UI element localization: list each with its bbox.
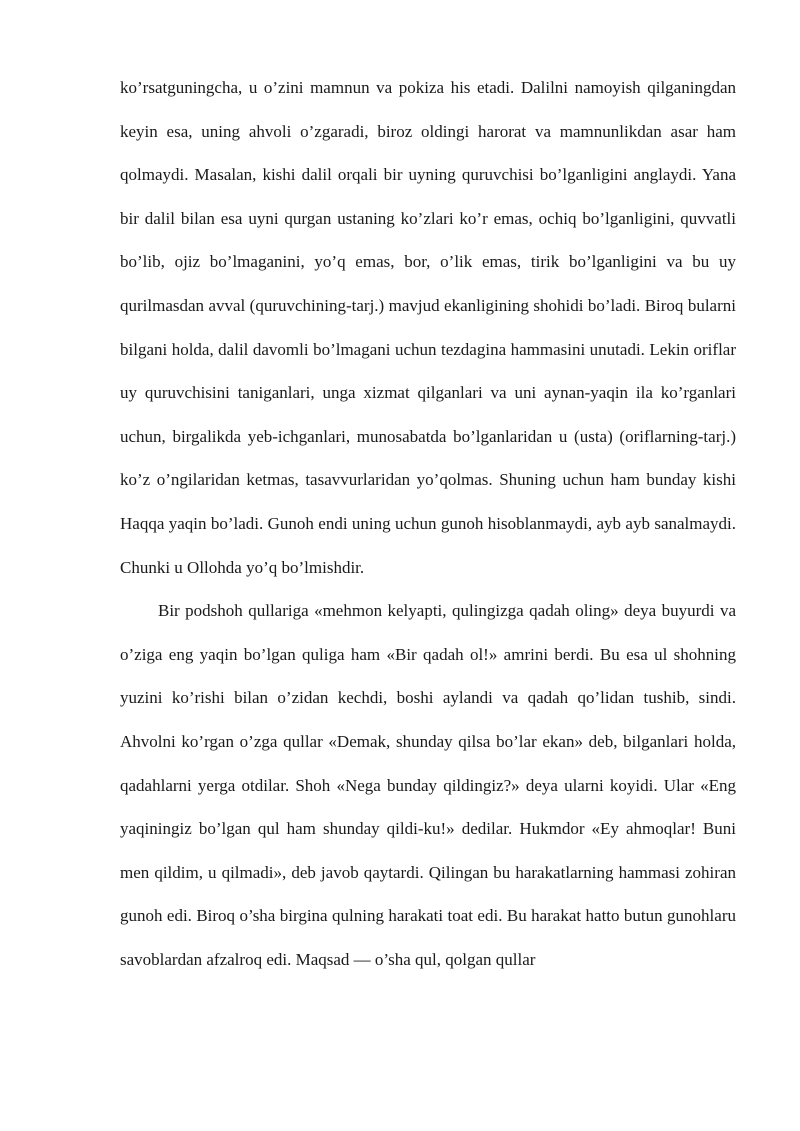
paragraph-1: ko’rsatguningcha, u o’zini mamnun va pokiza his etadi. Dalilni namoyish qilganingdan keyin esa, uning ahvoli o’zgaradi, biroz oldingi harorat va mamnunlikdan asar ham qolmaydi. Masalan, kishi dalil orqali bir uyning quruvchisi bo’lganligini anglaydi. Yana bir dalil bilan esa uyni qurgan ustaning ko’zlari ko’r emas, ochiq bo’lganligini, quvvatli bo’lib, ojiz bo’lmaganini, yo’q emas, bor, o’lik emas, tirik bo’lganligini va bu uy qurilmasdan avval (quruvchining-tarj.) mavjud ekanligining shohidi bo’ladi. Biroq bularni bilgani holda, dalil davomli bo’lmagani uchun tezdagina hammasini unutadi. Lekin oriflar uy quruvchisini taniganlari, unga xizmat qilganlari va uni aynan-yaqin ila ko’rganlari uchun, birgalikda yeb-ichganlari, munosabatda bo’lganlaridan u (usta) (oriflarning-tarj.) ko’z o’ngilaridan ketmas, tasavvurlaridan yo’qolmas. Shuning uchun ham bunday kishi Haqqa yaqin bo’ladi. Gunoh endi uning uchun gunoh hisoblanmaydi, ayb ayb sanalmaydi. Chunki u Ollohda yo’q bo’lmishdir. xyxy=(120,78,736,577)
document-page xyxy=(120,66,736,981)
paragraph-2: Bir podshoh qullariga «mehmon kelyapti, qulingizga qadah oling» deya buyurdi va o’ziga eng yaqin bo’lgan quliga ham «Bir qadah ol!» amrini berdi. Bu esa ul shohning yuzini ko’rishi bilan o’zidan kechdi, boshi aylandi va qadah qo’lidan tushib, sindi. Ahvolni ko’rgan o’zga qullar «Demak, shunday qilsa bo’lar ekan» deb, bilganlari holda, qadahlarni yerga otdilar. Shoh «Nega bunday qildingiz?» deya ularni koyidi. Ular «Eng yaqiningiz bo’lgan qul ham shunday qildi-ku!» dedilar. Hukmdor «Ey ahmoqlar! Buni men qildim, u qilmadi», deb javob qaytardi. Qilingan bu harakatlarning hammasi zohiran gunoh edi. Biroq o’sha birgina qulning harakati toat edi. Bu harakat hatto butun gunohlaru savoblardan afzalroq edi. Maqsad — o’sha qul, qolgan qullar xyxy=(120,601,736,969)
